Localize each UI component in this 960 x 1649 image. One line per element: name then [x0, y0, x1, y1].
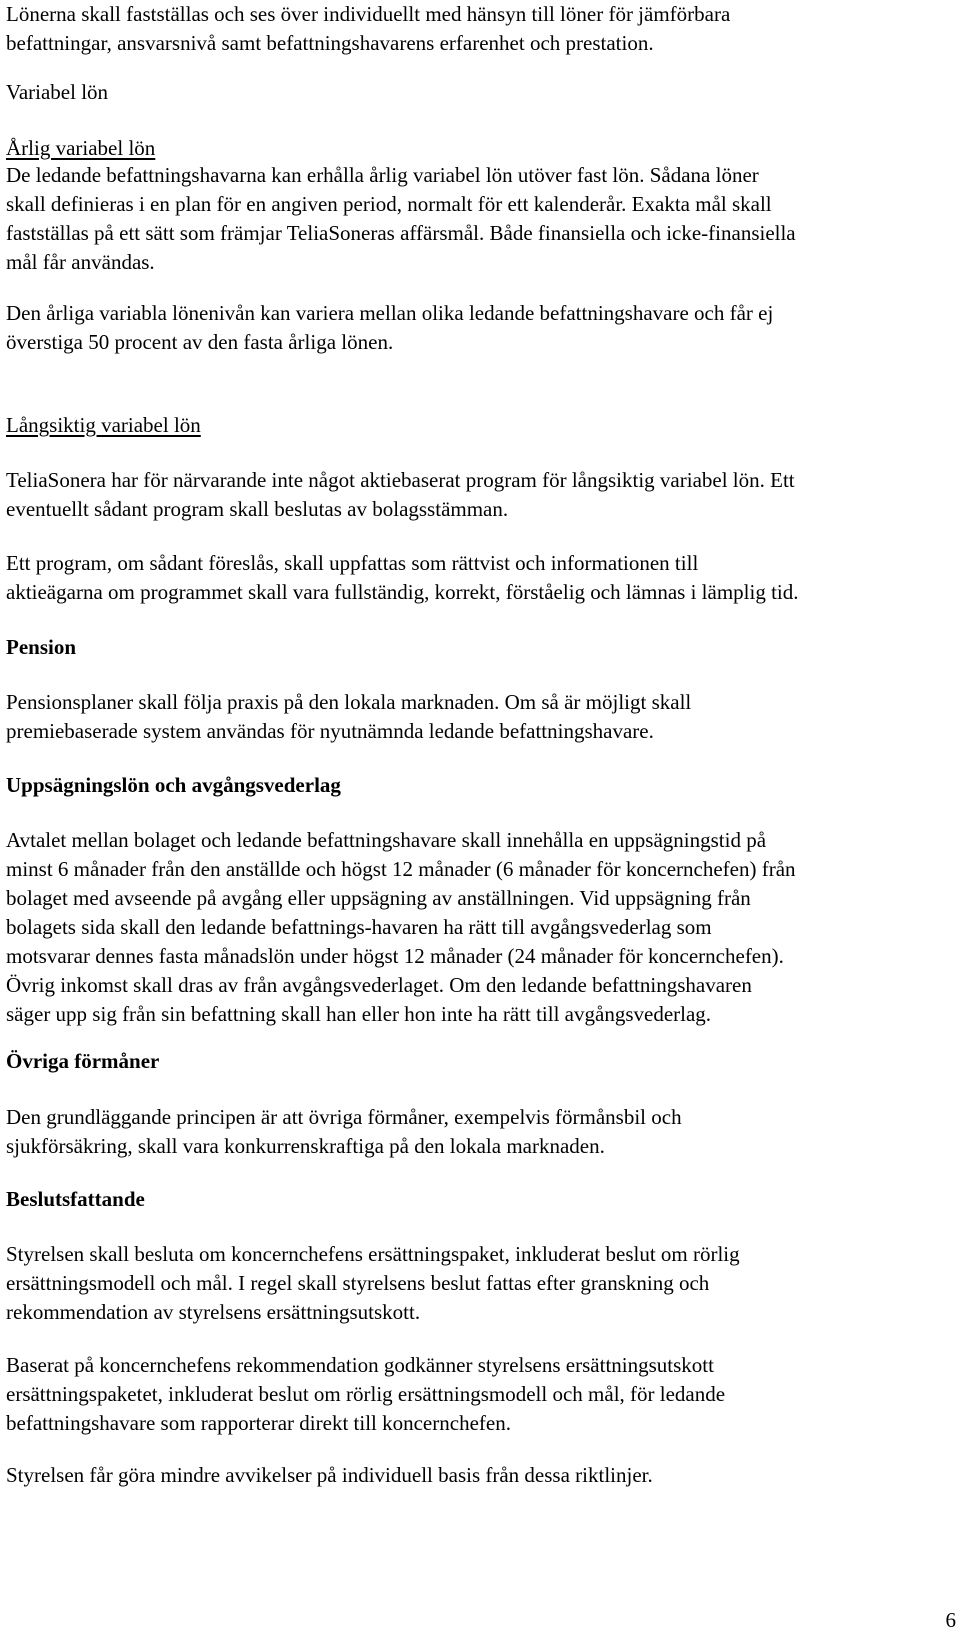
text-line: Pensionsplaner skall följa praxis på den lokala marknaden. Om så är möjligt skall [6, 690, 692, 714]
text-line: bolagets sida skall den ledande befattnings-havaren ha rätt till avgångsvederlag som [6, 915, 712, 939]
text-line: Baserat på koncernchefens rekommendation godkänner styrelsens ersättningsutskott [6, 1353, 714, 1377]
text-line: premiebaserade system användas för nyutnämnda ledande befattningshavare. [6, 719, 654, 743]
text-line: De ledande befattningshavarna kan erhålla årlig variabel lön utöver fast lön. Sådana löner [6, 163, 759, 187]
subsection-heading-langsiktig-variabel-lon: Långsiktig variabel lön [6, 413, 201, 437]
text-line: befattningshavare som rapporterar direkt till koncernchefen. [6, 1411, 511, 1435]
text-line: överstiga 50 procent av den fasta årliga lönen. [6, 330, 394, 354]
section-heading-ovriga-formaner: Övriga förmåner [6, 1049, 160, 1073]
text-line: eventuellt sådant program skall beslutas av bolagsstämman. [6, 497, 509, 521]
intro-paragraph [6, 0, 956, 58]
text-line: TeliaSonera har för närvarande inte något aktiebaserat program för långsiktig variabel lön. Ett [6, 468, 795, 492]
langsiktig-variabel-lon-paragraph-2 [6, 549, 956, 607]
page-number: 6 [945, 1608, 956, 1632]
text-line: bolaget med avseende på avgång eller uppsägning av anställningen. Vid uppsägning från [6, 886, 751, 910]
text-line: Den årliga variabla lönenivån kan variera mellan olika ledande befattningshavare och får ej [6, 301, 774, 325]
text-line: rekommendation av styrelsens ersättningsutskott. [6, 1300, 421, 1324]
text-line: skall definieras i en plan för en angiven period, normalt för ett kalenderår. Exakta mål skall [6, 192, 772, 216]
beslutsfattande-paragraph-3 [6, 1461, 956, 1490]
section-heading-pension: Pension [6, 635, 77, 659]
uppsagning-paragraph [6, 826, 956, 1029]
text-line: Ett program, om sådant föreslås, skall uppfattas som rättvist och informationen till [6, 551, 699, 575]
text-line: minst 6 månader från den anställde och högst 12 månader (6 månader för koncernchefen) från [6, 857, 796, 881]
ovriga-formaner-paragraph [6, 1103, 956, 1161]
text-line: Avtalet mellan bolaget och ledande befattningshavare skall innehålla en uppsägningstid på [6, 828, 767, 852]
section-heading-beslutsfattande: Beslutsfattande [6, 1187, 145, 1211]
text-line: befattningar, ansvarsnivå samt befattningshavarens erfarenhet och prestation. [6, 31, 654, 55]
text-line: sjukförsäkring, skall vara konkurrenskraftiga på den lokala marknaden. [6, 1134, 605, 1158]
beslutsfattande-paragraph-2 [6, 1351, 956, 1438]
text-line: Övrig inkomst skall dras av från avgångsvederlaget. Om den ledande befattningshavaren [6, 973, 752, 997]
arlig-variabel-lon-paragraph-1 [6, 161, 956, 277]
text-line: aktieägarna om programmet skall vara fullständig, korrekt, förståelig och lämnas i lämplig tid. [6, 580, 799, 604]
text-line: Styrelsen skall besluta om koncernchefens ersättningspaket, inkluderat beslut om rörlig [6, 1242, 740, 1266]
section-heading-variabel-lon: Variabel lön [6, 80, 109, 104]
text-line: Den grundläggande principen är att övriga förmåner, exempelvis förmånsbil och [6, 1105, 682, 1129]
text-line: ersättningspaketet, inkluderat beslut om rörlig ersättningsmodell och mål, för ledande [6, 1382, 726, 1406]
subsection-heading-arlig-variabel-lon: Årlig variabel lön [6, 136, 156, 160]
text-line: Lönerna skall fastställas och ses över individuellt med hänsyn till löner för jämförbara [6, 2, 731, 26]
beslutsfattande-paragraph-1 [6, 1240, 956, 1327]
section-heading-uppsagning: Uppsägningslön och avgångsvederlag [6, 773, 341, 797]
pension-paragraph [6, 688, 956, 746]
text-line: Styrelsen får göra mindre avvikelser på individuell basis från dessa riktlinjer. [6, 1463, 653, 1487]
text-line: motsvarar dennes fasta månadslön under högst 12 månader (24 månader för koncernchefen). [6, 944, 784, 968]
text-line: ersättningsmodell och mål. I regel skall styrelsens beslut fattas efter granskning och [6, 1271, 710, 1295]
text-line: mål får användas. [6, 250, 155, 274]
arlig-variabel-lon-paragraph-2 [6, 299, 956, 357]
text-line: säger upp sig från sin befattning skall han eller hon inte ha rätt till avgångsvederlag. [6, 1002, 712, 1026]
text-line: fastställas på ett sätt som främjar TeliaSoneras affärsmål. Både finansiella och icke-finansiella [6, 221, 796, 245]
langsiktig-variabel-lon-paragraph-1 [6, 466, 956, 524]
